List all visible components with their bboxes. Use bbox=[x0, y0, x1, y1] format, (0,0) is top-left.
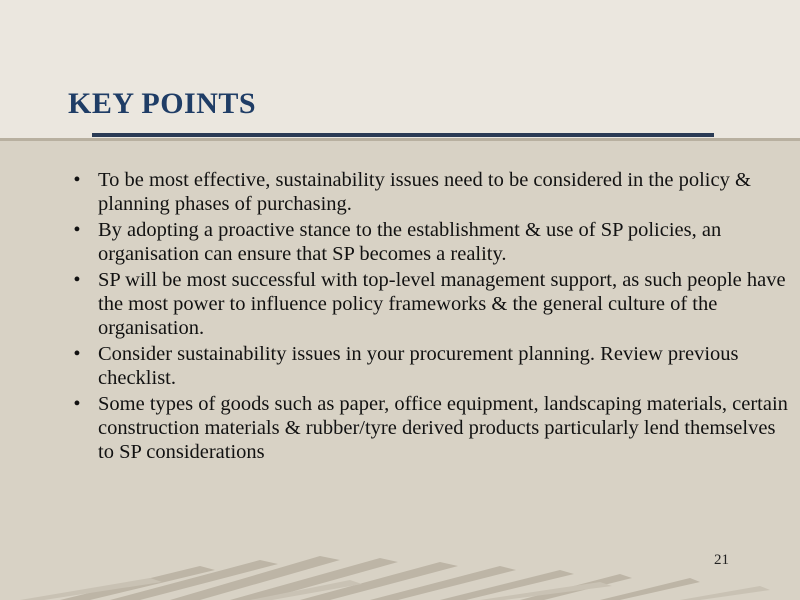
bullet-text: Consider sustainability issues in your procurement planning. Review previous checklist. bbox=[98, 343, 739, 389]
bullet-item bbox=[73, 342, 788, 390]
slide-title: KEY POINTS bbox=[68, 87, 257, 120]
page-number: 21 bbox=[714, 552, 729, 568]
title-underline bbox=[92, 133, 714, 137]
bullet-icon: • bbox=[73, 393, 81, 415]
bullet-icon: • bbox=[73, 343, 81, 365]
bullet-item bbox=[73, 268, 788, 340]
bullet-icon: • bbox=[73, 219, 81, 241]
bullet-icon: • bbox=[73, 169, 81, 191]
header-divider bbox=[0, 138, 800, 141]
decorative-rays bbox=[0, 556, 800, 600]
bullet-text: By adopting a proactive stance to the establishment & use of SP policies, an organisation can ensure that SP becomes a reality. bbox=[98, 219, 722, 265]
bullet-text: To be most effective, sustainability issues need to be considered in the policy & planning phases of purchasing. bbox=[98, 169, 751, 215]
bullet-text: Some types of goods such as paper, office equipment, landscaping materials, certain construction materials & rubber/tyre derived products particularly lend themselves to SP considerations bbox=[98, 393, 788, 463]
bullet-item bbox=[73, 168, 788, 216]
bullet-icon: • bbox=[73, 269, 81, 291]
bullet-text: SP will be most successful with top-level management support, as such people have the most power to influence policy frameworks & the general culture of the organisation. bbox=[98, 269, 786, 339]
bullet-item bbox=[73, 218, 788, 266]
bullet-list bbox=[73, 168, 788, 466]
bullet-item bbox=[73, 392, 788, 464]
